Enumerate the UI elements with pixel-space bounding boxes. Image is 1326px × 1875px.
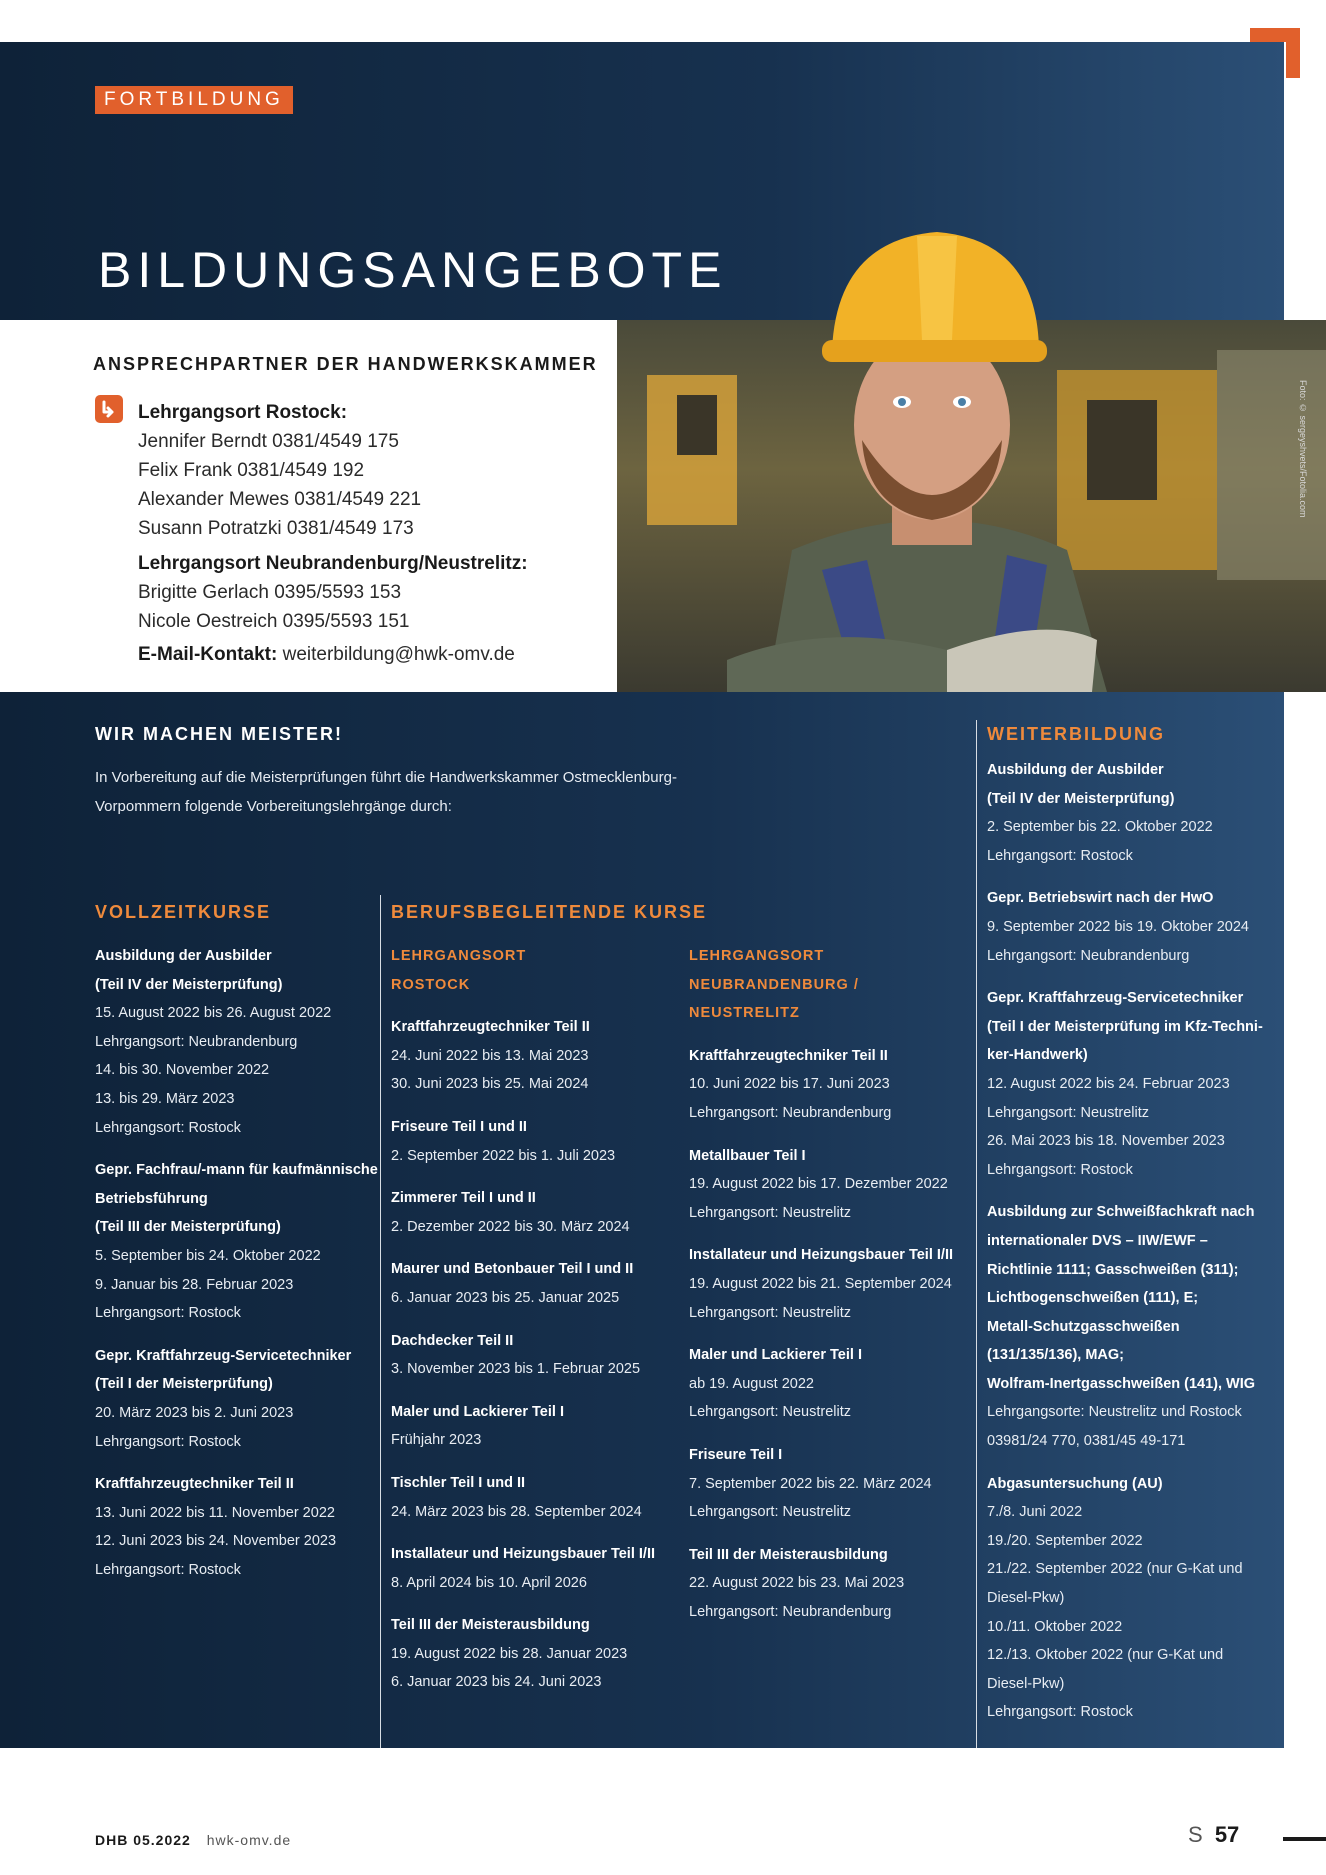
arrow-right-icon — [95, 395, 123, 423]
course-title: (Teil III der Meisterprüfung) — [95, 1219, 281, 1236]
course-location: Lehrgangsort: Neustrelitz — [689, 1404, 851, 1421]
course-date: 7. September 2022 bis 22. März 2024 — [689, 1475, 932, 1492]
page-number-value: 57 — [1214, 1822, 1240, 1847]
course-block — [391, 1469, 676, 1526]
course-date: 10./11. Oktober 2022 — [987, 1618, 1123, 1635]
column-divider — [380, 895, 381, 1748]
course-date: 24. März 2023 bis 28. September 2024 — [391, 1503, 642, 1520]
course-title: Abgasuntersuchung (AU) — [987, 1475, 1163, 1492]
course-date: 19. August 2022 bis 21. September 2024 — [689, 1275, 952, 1292]
course-location: Lehrgangsort: Neubrandenburg — [95, 1033, 298, 1050]
course-title: Ausbildung der Ausbilder — [987, 762, 1164, 778]
course-date: 10. Juni 2022 bis 17. Juni 2023 — [689, 1076, 890, 1093]
course-title: Gepr. Kraftfahrzeug-Servicetechniker — [987, 990, 1244, 1007]
course-block — [95, 1156, 378, 1328]
course-date: 13. Juni 2022 bis 11. November 2022 — [95, 1504, 335, 1521]
course-date: 12. Juni 2023 bis 24. November 2023 — [95, 1533, 337, 1550]
course-location: Lehrgangsort: Rostock — [95, 1305, 241, 1322]
location-label: NEUSTRELITZ — [689, 1005, 800, 1022]
course-date: ab 19. August 2022 — [689, 1375, 814, 1392]
course-date: 19. August 2022 bis 28. Januar 2023 — [391, 1645, 628, 1662]
course-title: Betriebsführung — [95, 1190, 208, 1207]
course-date: 14. bis 30. November 2022 — [95, 1062, 270, 1079]
location-heading — [689, 942, 974, 1028]
course-title: Installateur und Heizungsbauer Teil I/II — [391, 1546, 655, 1563]
course-block — [391, 1255, 676, 1312]
course-date: 26. Mai 2023 bis 18. November 2023 — [987, 1133, 1225, 1150]
course-block — [689, 1541, 974, 1627]
course-title: Metall-Schutzgasschweißen — [987, 1318, 1180, 1335]
course-title: (Teil IV der Meisterprüfung) — [95, 976, 283, 993]
course-location: Lehrgangsort: Neubrandenburg — [987, 947, 1190, 964]
rostock-column — [391, 942, 676, 1711]
contact-person: Jennifer Berndt 0381/4549 175 — [138, 431, 399, 452]
course-date: 3. November 2023 bis 1. Februar 2025 — [391, 1361, 641, 1378]
course-block — [391, 1327, 676, 1384]
course-title: Maler und Lackierer Teil I — [391, 1403, 564, 1420]
course-date: 9. Januar bis 28. Februar 2023 — [95, 1276, 294, 1293]
course-date: 2. September bis 22. Oktober 2022 — [987, 819, 1213, 836]
course-title: Richtlinie 1111; Gasschweißen (311); — [987, 1261, 1239, 1278]
course-title: Kraftfahrzeugtechniker Teil II — [95, 1476, 294, 1493]
course-title: Teil III der Meisterausbildung — [391, 1617, 590, 1634]
intro-text: In Vorbereitung auf die Meisterprüfungen führt die Handwerkskammer Ostmecklenburg-Vorpommern folgende Vorbereitungslehrgänge durch: — [95, 769, 677, 815]
course-title: Kraftfahrzeugtechniker Teil II — [689, 1047, 888, 1064]
course-date: 24. Juni 2022 bis 13. Mai 2023 — [391, 1047, 589, 1064]
course-title: Maler und Lackierer Teil I — [689, 1347, 862, 1364]
course-location: Lehrgangsort: Rostock — [95, 1433, 241, 1450]
course-block — [689, 1441, 974, 1527]
section-heading-weiterbildung: WEITERBILDUNG — [987, 724, 1165, 744]
location-label: LEHRGANGSORT — [391, 948, 527, 964]
course-title: Friseure Teil I — [689, 1446, 783, 1463]
course-block — [987, 884, 1277, 970]
course-block — [95, 1342, 375, 1456]
photo-credit: Foto: © sergeyshvets/Fotolia.com — [1298, 380, 1308, 518]
course-location: Lehrgangsort: Rostock — [987, 1704, 1133, 1721]
course-block — [95, 942, 375, 1142]
course-title: Friseure Teil I und II — [391, 1118, 527, 1135]
course-location: Lehrgangsort: Neubrandenburg — [689, 1603, 892, 1620]
course-date: 6. Januar 2023 bis 25. Januar 2025 — [391, 1289, 620, 1306]
course-title: Gepr. Betriebswirt nach der HwO — [987, 890, 1214, 907]
course-title: (Teil I der Meisterprüfung) — [95, 1376, 273, 1393]
course-date: 12./13. Oktober 2022 (nur G-Kat und — [987, 1647, 1224, 1664]
course-date: 12. August 2022 bis 24. Februar 2023 — [987, 1075, 1230, 1092]
course-location: Lehrgangsort: Neustrelitz — [689, 1504, 851, 1521]
course-location: Lehrgangsort: Neustrelitz — [689, 1304, 851, 1321]
course-date: 6. Januar 2023 bis 24. Juni 2023 — [391, 1674, 602, 1691]
course-title: Installateur und Heizungsbauer Teil I/II — [689, 1247, 953, 1264]
neubrandenburg-column — [689, 942, 974, 1640]
course-date: Frühjahr 2023 — [391, 1432, 482, 1449]
contact-person: Brigitte Gerlach 0395/5593 153 — [138, 582, 402, 603]
course-location: Lehrgangsort: Neustrelitz — [987, 1104, 1149, 1121]
course-date: 19./20. September 2022 — [987, 1532, 1143, 1549]
course-title: (131/135/136), MAG; — [987, 1347, 1125, 1364]
issue-label: DHB 05.2022 — [95, 1832, 191, 1848]
course-date: 30. Juni 2023 bis 25. Mai 2024 — [391, 1076, 589, 1093]
vollzeit-column — [95, 942, 378, 1598]
email-label: E-Mail-Kontakt: — [138, 644, 278, 665]
contact-person: Nicole Oestreich 0395/5593 151 — [138, 611, 410, 632]
location-heading — [391, 942, 676, 999]
course-location: Lehrgangsorte: Neustrelitz und Rostock — [987, 1404, 1242, 1421]
contact-person: Alexander Mewes 0381/4549 221 — [138, 489, 422, 510]
course-date: 21./22. September 2022 (nur G-Kat und — [987, 1561, 1243, 1578]
course-title: internationaler DVS – IIW/EWF – — [987, 1232, 1208, 1249]
course-title: Kraftfahrzeugtechniker Teil II — [391, 1019, 590, 1036]
course-location: Lehrgangsort: Neubrandenburg — [689, 1104, 892, 1121]
contact-location-rostock: Lehrgangsort Rostock: — [138, 402, 348, 423]
course-block — [391, 1398, 676, 1455]
course-title: Maurer und Betonbauer Teil I und II — [391, 1261, 634, 1278]
course-date: 5. September bis 24. Oktober 2022 — [95, 1247, 321, 1264]
weiterbildung-column — [987, 756, 1277, 1741]
course-title: Ausbildung zur Schweißfachkraft nach — [987, 1204, 1255, 1221]
course-block — [391, 1540, 676, 1597]
course-block — [987, 1198, 1277, 1455]
course-block — [689, 1241, 974, 1327]
course-location: Lehrgangsort: Rostock — [95, 1119, 241, 1136]
course-title: Lichtbogenschweißen (111), E; — [987, 1290, 1199, 1307]
course-block — [987, 1470, 1277, 1727]
course-date: 2. Dezember 2022 bis 30. März 2024 — [391, 1218, 630, 1235]
category-tag: FORTBILDUNG — [95, 86, 293, 114]
course-location: Lehrgangsort: Rostock — [987, 1161, 1133, 1178]
course-date: 7./8. Juni 2022 — [987, 1504, 1083, 1521]
location-label: ROSTOCK — [391, 976, 471, 993]
contact-list — [138, 398, 608, 669]
course-date: 20. März 2023 bis 2. Juni 2023 — [95, 1404, 294, 1421]
course-location: Lehrgangsort: Rostock — [987, 847, 1133, 864]
contact-person: Susann Potratzki 0381/4549 173 — [138, 518, 414, 539]
contact-location-neubrandenburg: Lehrgangsort Neubrandenburg/Neustrelitz: — [138, 553, 528, 574]
location-label: NEUBRANDENBURG / — [689, 976, 859, 993]
course-title: Teil III der Meisterausbildung — [689, 1546, 888, 1563]
course-title: ker-Handwerk) — [987, 1047, 1088, 1064]
section-heading-meister: WIR MACHEN MEISTER! — [95, 724, 343, 744]
footer-rule — [1283, 1837, 1326, 1841]
email-link[interactable]: weiterbildung@hwk-omv.de — [282, 644, 515, 665]
course-date: 15. August 2022 bis 26. August 2022 — [95, 1005, 332, 1022]
course-block — [391, 1113, 676, 1170]
course-date: 22. August 2022 bis 23. Mai 2023 — [689, 1575, 905, 1592]
course-date: 13. bis 29. März 2023 — [95, 1090, 235, 1107]
course-block — [689, 1341, 974, 1427]
location-label: LEHRGANGSORT — [689, 948, 825, 964]
course-title: Wolfram-Inertgasschweißen (141), WIG — [987, 1375, 1256, 1392]
page-footer — [95, 1832, 291, 1848]
course-phone: 03981/24 770, 0381/45 49-171 — [987, 1433, 1186, 1450]
page-title: BILDUNGSANGEBOTE — [98, 242, 728, 298]
course-block — [391, 1184, 676, 1241]
course-date: 2. September 2022 bis 1. Juli 2023 — [391, 1147, 616, 1164]
section-heading-vollzeit: VOLLZEITKURSE — [95, 902, 272, 922]
page-prefix: S — [1188, 1822, 1203, 1847]
section-heading-berufsbegleitend: BERUFSBEGLEITENDE KURSE — [391, 902, 708, 922]
course-block — [95, 1470, 375, 1584]
contact-person: Felix Frank 0381/4549 192 — [138, 460, 365, 481]
course-date: 9. September 2022 bis 19. Oktober 2024 — [987, 918, 1249, 935]
course-block — [987, 984, 1277, 1184]
course-title: Ausbildung der Ausbilder — [95, 948, 272, 964]
column-divider — [976, 720, 977, 1748]
course-title: (Teil IV der Meisterprüfung) — [987, 790, 1175, 807]
course-title: Tischler Teil I und II — [391, 1474, 526, 1491]
course-date: Diesel-Pkw) — [987, 1590, 1065, 1607]
course-block — [391, 1611, 676, 1697]
course-title: Zimmerer Teil I und II — [391, 1190, 536, 1207]
page-number — [1188, 1822, 1239, 1848]
course-date: Diesel-Pkw) — [987, 1675, 1065, 1692]
course-title: Gepr. Kraftfahrzeug-Servicetechniker — [95, 1347, 352, 1364]
course-title: Metallbauer Teil I — [689, 1147, 806, 1164]
website-link[interactable]: hwk-omv.de — [206, 1832, 292, 1848]
email-contact — [138, 640, 608, 669]
course-title: Dachdecker Teil II — [391, 1332, 514, 1349]
course-date: 8. April 2024 bis 10. April 2026 — [391, 1574, 587, 1591]
course-block — [689, 1042, 974, 1128]
course-location: Lehrgangsort: Neustrelitz — [689, 1204, 851, 1221]
worker-photo — [617, 220, 1326, 692]
course-title: Gepr. Fachfrau/-mann für kaufmännische — [95, 1162, 378, 1179]
course-location: Lehrgangsort: Rostock — [95, 1561, 241, 1578]
course-block — [391, 1013, 676, 1099]
course-block — [689, 1142, 974, 1228]
contact-heading: ANSPRECHPARTNER DER HANDWERKSKAMMER — [93, 354, 598, 374]
course-date: 19. August 2022 bis 17. Dezember 2022 — [689, 1176, 948, 1193]
course-block — [987, 756, 1277, 870]
course-title: (Teil I der Meisterprüfung im Kfz-Techni- — [987, 1018, 1263, 1035]
